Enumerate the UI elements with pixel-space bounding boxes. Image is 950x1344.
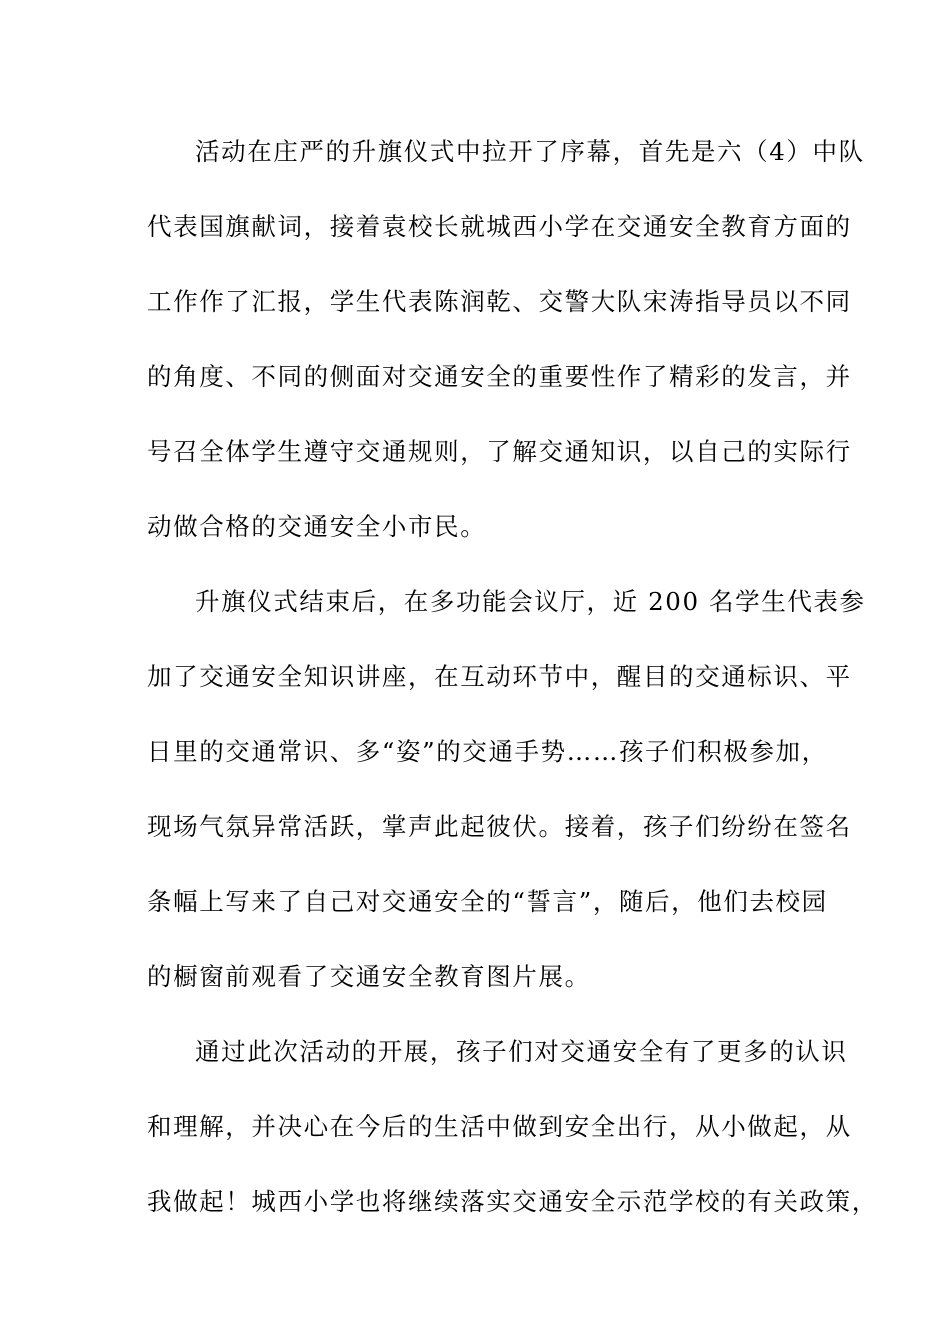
paragraph-3-line-3: 我做起！城西小学也将继续落实交通安全示范学校的有关政策， xyxy=(147,1187,878,1216)
paragraph-1-line-4: 的角度、不同的侧面对交通安全的重要性作了精彩的发言，并 xyxy=(147,362,852,391)
paragraph-1-line-1: 活动在庄严的升旗仪式中拉开了序幕，首先是六（4）中队 xyxy=(195,137,865,166)
paragraph-1-line-2: 代表国旗献词，接着袁校长就城西小学在交通安全教育方面的 xyxy=(147,212,852,241)
paragraph-3-line-1: 通过此次活动的开展，孩子们对交通安全有了更多的认识 xyxy=(195,1037,848,1066)
paragraph-1-line-6: 动做合格的交通安全小市民。 xyxy=(147,512,487,541)
paragraph-2-line-1: 升旗仪式结束后，在多功能会议厅，近 200 名学生代表参 xyxy=(195,587,866,616)
paragraph-2-line-3: 日里的交通常识、多“姿”的交通手势……孩子们积极参加， xyxy=(147,737,828,766)
paragraph-3-line-2: 和理解，并决心在今后的生活中做到安全出行，从小做起，从 xyxy=(147,1112,852,1141)
paragraph-2-line-6: 的橱窗前观看了交通安全教育图片展。 xyxy=(147,962,591,991)
paragraph-1-line-3: 工作作了汇报，学生代表陈润乾、交警大队宋涛指导员以不同 xyxy=(147,287,852,316)
paragraph-2-line-5: 条幅上写来了自己对交通安全的“誓言”，随后，他们去校园 xyxy=(147,887,828,916)
paragraph-1-line-5: 号召全体学生遵守交通规则，了解交通知识，以自己的实际行 xyxy=(147,437,852,466)
paragraph-2-line-4: 现场气氛异常活跃，掌声此起彼伏。接着，孩子们纷纷在签名 xyxy=(147,812,852,841)
paragraph-2-line-2: 加了交通安全知识讲座，在互动环节中，醒目的交通标识、平 xyxy=(147,662,852,691)
